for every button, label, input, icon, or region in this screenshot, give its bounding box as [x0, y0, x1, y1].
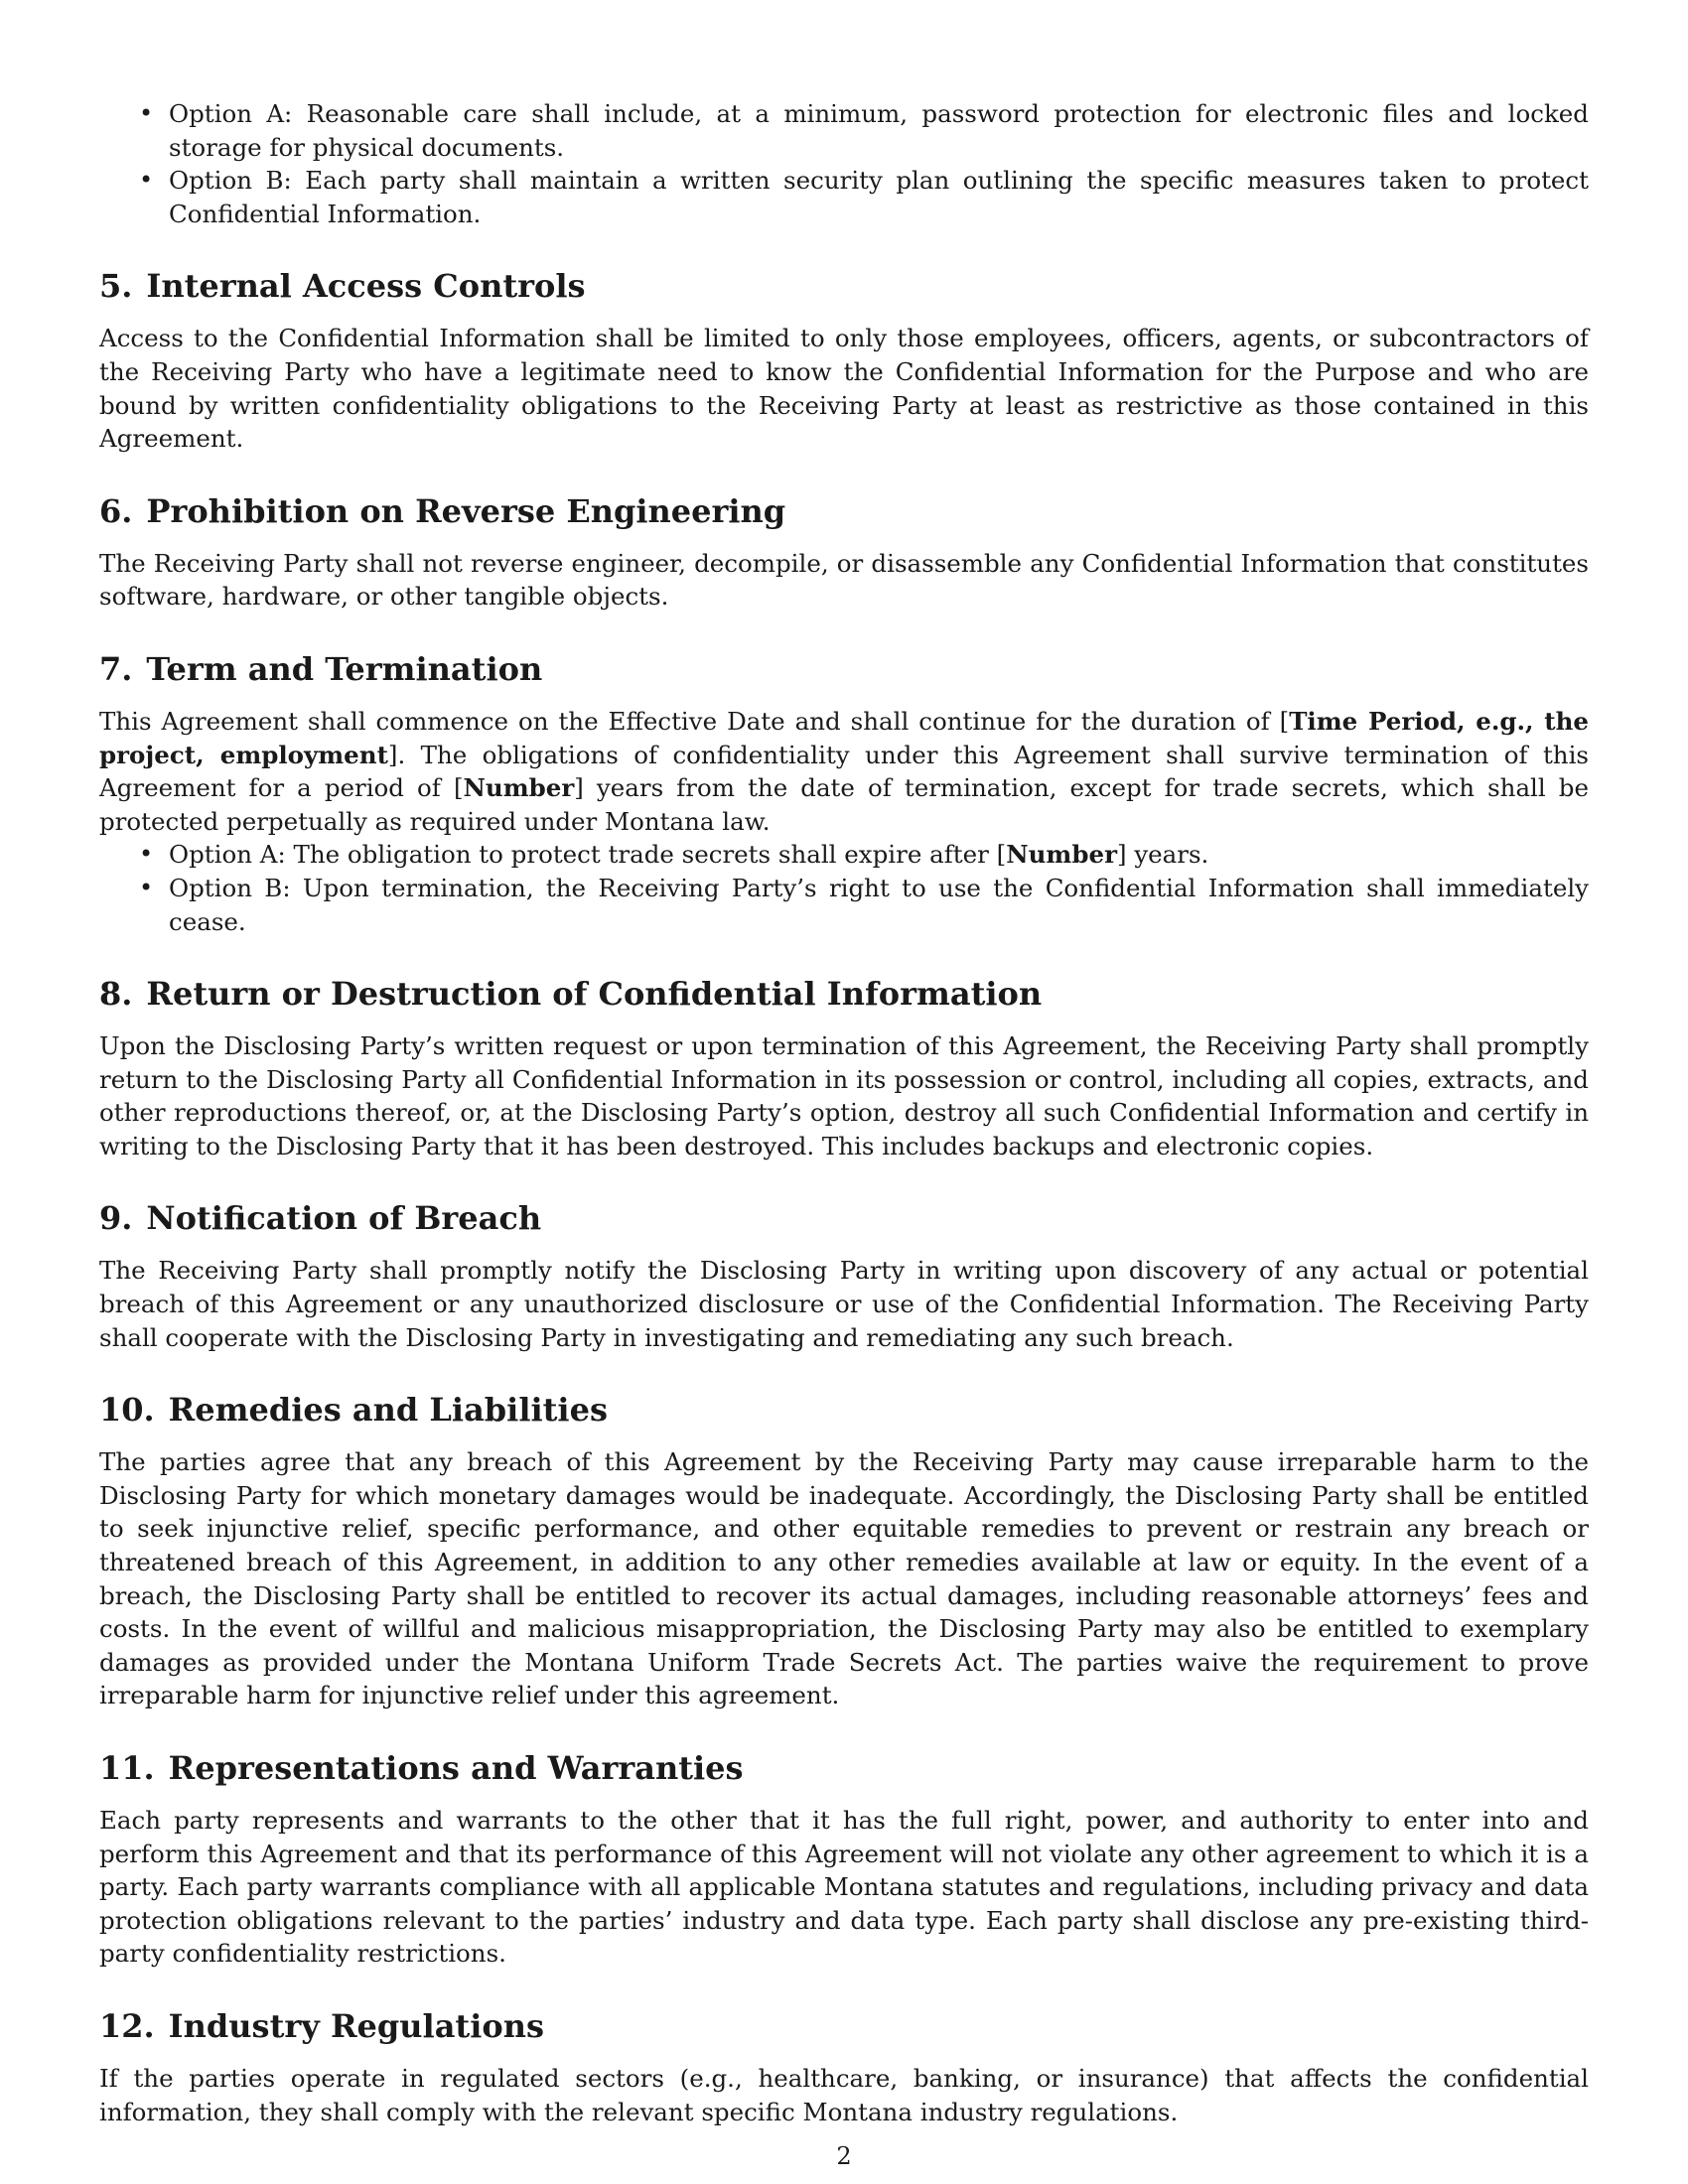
section-heading: 8. Return or Destruction of Confidential Information [99, 975, 1043, 1014]
section-body: The Receiving Party shall promptly notify the Disclosing Party in writing upon discovery of any actual or potential breach of this Agreement or any unauthorized disclosure or use of the Confidential Information. The Receiving Party shall cooperate with the Disclosing Party in investigating and remediating any such breach. [99, 1256, 1589, 1352]
section-5 [99, 266, 1589, 455]
section-body: Each party represents and warrants to the other that it has the full right, power, and authority to enter into and perform this Agreement and that its performance of this Agreement will not violate any other agreement to which it is a party. Each party warrants compliance with all applicable Montana statutes and regulations, including privacy and data protection obligations relevant to the parties’ industry and data type. Each party shall disclose any pre-existing third-party confidentiality restrictions. [99, 1806, 1589, 1969]
term-options-list [99, 838, 1589, 938]
section-11 [99, 1748, 1589, 1971]
option-b-item: • Option B: Each party shall maintain a written security plan outlining the specific measures taken to protect Confidential Information. [139, 166, 1589, 228]
section-6 [99, 491, 1589, 614]
section-body: If the parties operate in regulated sectors (e.g., healthcare, banking, or insurance) that affects the confidential information, they shall comply with the relevant specific Montana industry regulations. [99, 2063, 1589, 2126]
section-heading: 5. Internal Access Controls [99, 267, 586, 306]
option-a-item: • Option A: Reasonable care shall include, at a minimum, password protection for electronic files and locked storage for physical documents. [139, 99, 1589, 162]
section-8 [99, 974, 1589, 1162]
section-body: Upon the Disclosing Party’s written request or upon termination of this Agreement, the Receiving Party shall promptly return to the Disclosing Party all Confidential Information in its possession or control, including all copies, extracts, and other reproductions thereof, or, at the Disclosing Party’s option, destroy all such Confidential Information and certify in writing to the Disclosing Party that it has been destroyed. This includes backups and electronic copies. [99, 1031, 1589, 1160]
bullet-icon: • [139, 840, 154, 869]
section-body: The Receiving Party shall not reverse engineer, decompile, or disassemble any Confidential Information that constitutes software, hardware, or other tangible objects. [99, 548, 1589, 612]
section-heading: 11. Representations and Warranties [99, 1749, 744, 1787]
option-b-item: • Option B: Upon termination, the Receiving Party’s right to use the Confidential Information shall immediately cease. [139, 873, 1589, 936]
section-body: This Agreement shall commence on the Effective Date and shall continue for the duration of [Time Period, e.g., the project, employment]. The obligations of confidentiality under this Agreement shall survive termination of this Agreement for a period of [Number] years from the date of termination, except for trade secrets, which shall be protected perpetually as required under Montana law. [99, 706, 1590, 836]
section-heading: 12. Industry Regulations [99, 2006, 544, 2045]
section-heading: 6. Prohibition on Reverse Engineering [99, 491, 786, 530]
section-body: The parties agree that any breach of this Agreement by the Receiving Party may cause irreparable harm to the Disclosing Party for which monetary damages would be inadequate. Accordingly, the Disclosing Party shall be entitled to seek injunctive relief, specific performance, and other equitable remedies to prevent or restrain any breach or threatened breach of this Agreement, in addition to any other remedies available at law or equity. In the event of a breach, the Disclosing Party shall be entitled to recover its actual damages, including reasonable attorneys’ fees and costs. In the event of willful and malicious misappropriation, the Disclosing Party may also be entitled to exemplary damages as provided under the Montana Uniform Trade Secrets Act. The parties waive the requirement to prove irreparable harm for injunctive relief under this agreement. [99, 1447, 1589, 1710]
placeholder-time-period: Time Period, e.g., the project, employment [99, 706, 1590, 769]
section-12 [99, 2006, 1589, 2128]
bullet-icon: • [139, 99, 154, 127]
section-heading: 9. Notification of Breach [99, 1199, 542, 1238]
bullet-icon: • [139, 166, 154, 195]
document-page [99, 97, 1589, 2128]
section-heading: 7. Term and Termination [99, 649, 543, 688]
section-10 [99, 1390, 1589, 1712]
section-heading: 10. Remedies and Liabilities [99, 1391, 608, 1430]
page-number: 2 [836, 2142, 852, 2170]
option-a-item: • Option A: The obligation to protect trade secrets shall expire after [Number] years. [169, 838, 1589, 872]
section-body: Access to the Confidential Information shall be limited to only those employees, officers, agents, or subcontractors of the Receiving Party who have a legitimate need to know the Confidential Information for the Purpose and who are bound by written confidentiality obligations to the Receiving Party at least as restrictive as those contained in this Agreement. [99, 324, 1589, 454]
bullet-icon: • [139, 873, 154, 901]
security-options-list [99, 97, 1589, 230]
placeholder-number: Number [463, 773, 575, 803]
placeholder-number: Number [1006, 840, 1117, 870]
section-7 [99, 649, 1589, 938]
section-9 [99, 1198, 1589, 1354]
